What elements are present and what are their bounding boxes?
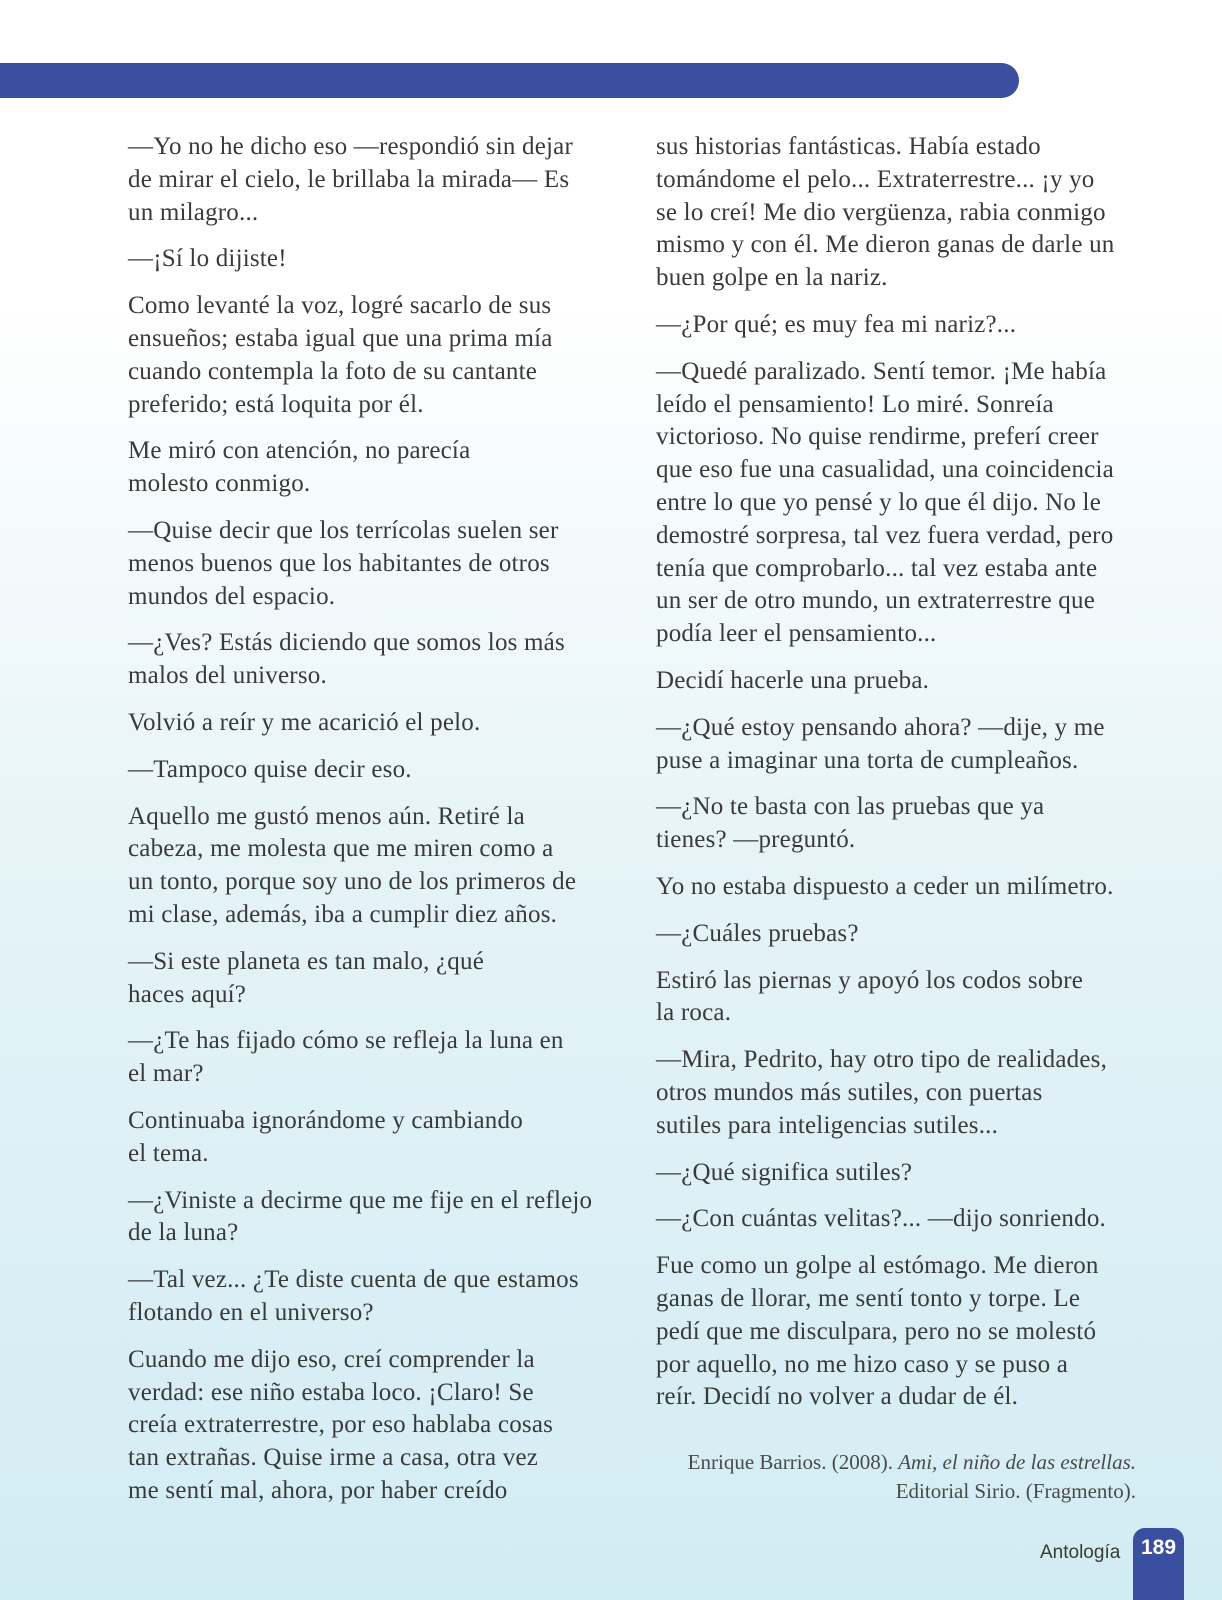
paragraph: —¿Ves? Estás diciendo que somos los más malos del universo. bbox=[128, 629, 565, 690]
source-citation bbox=[620, 1448, 1136, 1506]
paragraph: —Tampoco quise decir eso. bbox=[128, 755, 412, 783]
paragraph: —¿Cuáles pruebas? bbox=[656, 919, 859, 947]
paragraph: —¿Te has fijado cómo se refleja la luna en el mar? bbox=[128, 1027, 564, 1088]
text-column-left bbox=[128, 131, 618, 1522]
paragraph: —¿Viniste a decirme que me fije en el reflejo de la luna? bbox=[128, 1186, 593, 1247]
paragraph: —Si este planeta es tan malo, ¿qué haces aquí? bbox=[128, 947, 484, 1008]
paragraph: Como levanté la voz, logré sacarlo de sus ensueños; estaba igual que una prima mía cuando contempla la foto de su cantante preferido; está loquita por él. bbox=[128, 292, 553, 418]
paragraph: —Quedé paralizado. Sentí temor. ¡Me había leído el pensamiento! Lo miré. Sonreía victorioso. No quise rendirme, preferí creer que eso fue una casualidad, una coincidencia entre lo que yo pensé y lo que él dijo. No le demostré sorpresa, tal vez fuera verdad, pero tenía que comprobarlo... tal vez estaba ante un ser de otro mundo, un extraterrestre que podía leer el pensamiento... bbox=[656, 357, 1114, 648]
paragraph: —¿Qué significa sutiles? bbox=[656, 1158, 913, 1186]
paragraph: —¿No te basta con las pruebas que ya tienes? —preguntó. bbox=[656, 793, 1045, 854]
paragraph: Aquello me gustó menos aún. Retiré la cabeza, me molesta que me miren como a un tonto, porque soy uno de los primeros de mi clase, además, iba a cumplir diez años. bbox=[128, 802, 577, 928]
section-label: Antología bbox=[1040, 1542, 1121, 1563]
paragraph: —¿Por qué; es muy fea mi nariz?... bbox=[656, 310, 1017, 338]
paragraph: Estiró las piernas y apoyó los codos sobre la roca. bbox=[656, 966, 1084, 1027]
paragraph: —¡Sí lo dijiste! bbox=[128, 245, 287, 273]
paragraph: Yo no estaba dispuesto a ceder un milímetro. bbox=[656, 872, 1114, 900]
paragraph: —¿Con cuántas velitas?... —dijo sonriendo. bbox=[656, 1205, 1106, 1233]
citation-publisher: Editorial Sirio. (Fragmento). bbox=[895, 1479, 1136, 1503]
paragraph: —Quise decir que los terrícolas suelen ser menos buenos que los habitantes de otros mundos del espacio. bbox=[128, 516, 559, 610]
header-decorative-bar bbox=[0, 63, 1019, 98]
paragraph: —Tal vez... ¿Te diste cuenta de que estamos flotando en el universo? bbox=[128, 1266, 579, 1326]
paragraph: Cuando me dijo eso, creí comprender la verdad: ese niño estaba loco. ¡Claro! Se creía extraterrestre, por eso hablaba cosas tan extrañas. Quise irme a casa, otra vez me sentí mal, ahora, por haber creído bbox=[128, 1345, 554, 1504]
paragraph: Decidí hacerle una prueba. bbox=[656, 666, 930, 694]
paragraph: —Yo no he dicho eso —respondió sin dejar de mirar el cielo, le brillaba la mirada— Es un milagro... bbox=[128, 133, 573, 226]
paragraph: —¿Qué estoy pensando ahora? —dije, y me puse a imaginar una torta de cumpleaños. bbox=[656, 713, 1105, 774]
paragraph: —Mira, Pedrito, hay otro tipo de realidades, otros mundos más sutiles, con puertas sutiles para inteligencias sutiles... bbox=[656, 1046, 1108, 1139]
paragraph: Volvió a reír y me acarició el pelo. bbox=[128, 708, 481, 736]
paragraph: sus historias fantásticas. Había estado tomándome el pelo... Extraterrestre... ¡y yo se lo creí! Me dio vergüenza, rabia conmigo mismo y con él. Me dieron ganas de darle un buen golpe en la nariz. bbox=[656, 133, 1115, 292]
citation-book-title: Ami, el niño de las estrellas. bbox=[898, 1450, 1136, 1474]
text-column-right bbox=[656, 131, 1146, 1428]
citation-author-year: Enrique Barrios. (2008). bbox=[687, 1450, 899, 1474]
page-number-tab bbox=[1133, 1528, 1184, 1600]
paragraph: Continuaba ignorándome y cambiando el tema. bbox=[128, 1106, 523, 1167]
paragraph: Me miró con atención, no parecía molesto conmigo. bbox=[128, 437, 471, 498]
paragraph: Fue como un golpe al estómago. Me dieron ganas de llorar, me sentí tonto y torpe. Le pedí que me disculpara, pero no se molestó por aquello, no me hizo caso y se puso a reír. Decidí no volver a dudar de él. bbox=[656, 1252, 1099, 1411]
page-number: 189 bbox=[1140, 1536, 1177, 1559]
